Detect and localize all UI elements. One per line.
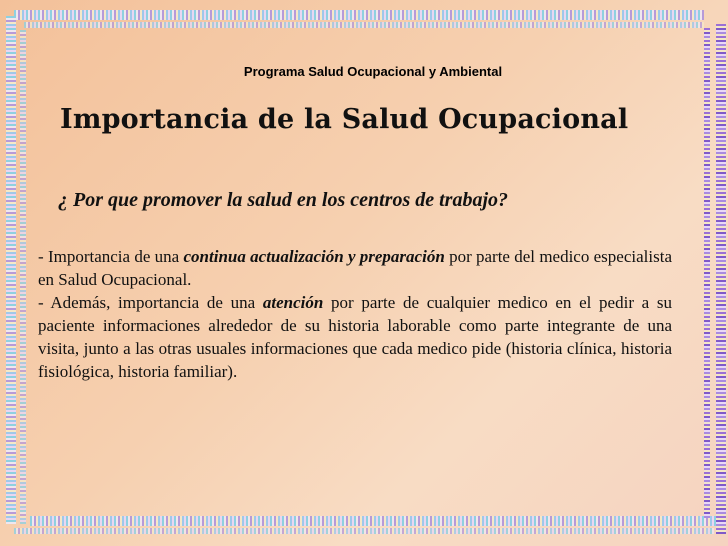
question-heading: ¿ Por que promover la salud en los centros de trabajo?: [58, 189, 509, 211]
right-border-decoration: [704, 28, 710, 518]
body-text: [38, 245, 672, 383]
slide-title: Importancia de la Salud Ocupacional: [60, 104, 629, 135]
top-inner-border-decoration: [24, 22, 704, 28]
paragraph-2: [38, 291, 672, 383]
paragraph-2-emphasis: atención: [262, 293, 324, 312]
paragraph-1-before: - Importancia de una: [38, 247, 184, 266]
right-outer-border-decoration: [716, 24, 726, 534]
bottom-inner-border-decoration: [14, 528, 714, 534]
paragraph-1-after: por parte del medico especialista en Salud Ocupacional.: [38, 247, 672, 289]
bottom-border-decoration: [30, 516, 720, 526]
program-header: Programa Salud Ocupacional y Ambiental: [243, 64, 503, 79]
paragraph-1-emphasis: continua actualización y preparación: [183, 247, 445, 266]
left-inner-border-decoration: [20, 30, 26, 524]
left-border-decoration: [6, 16, 16, 524]
top-border-decoration: [14, 10, 704, 20]
paragraph-1: [38, 245, 672, 291]
paragraph-2-before: - Además, importancia de una: [38, 293, 263, 312]
paragraph-2-after: por parte de cualquier medico en el pedir a su paciente informaciones alrededor de su historia laborable como parte integrante de una visita, junto a las otras usuales informaciones que cada medico pide (historia clínica, historia fisiológica, historia familiar).: [38, 293, 672, 381]
